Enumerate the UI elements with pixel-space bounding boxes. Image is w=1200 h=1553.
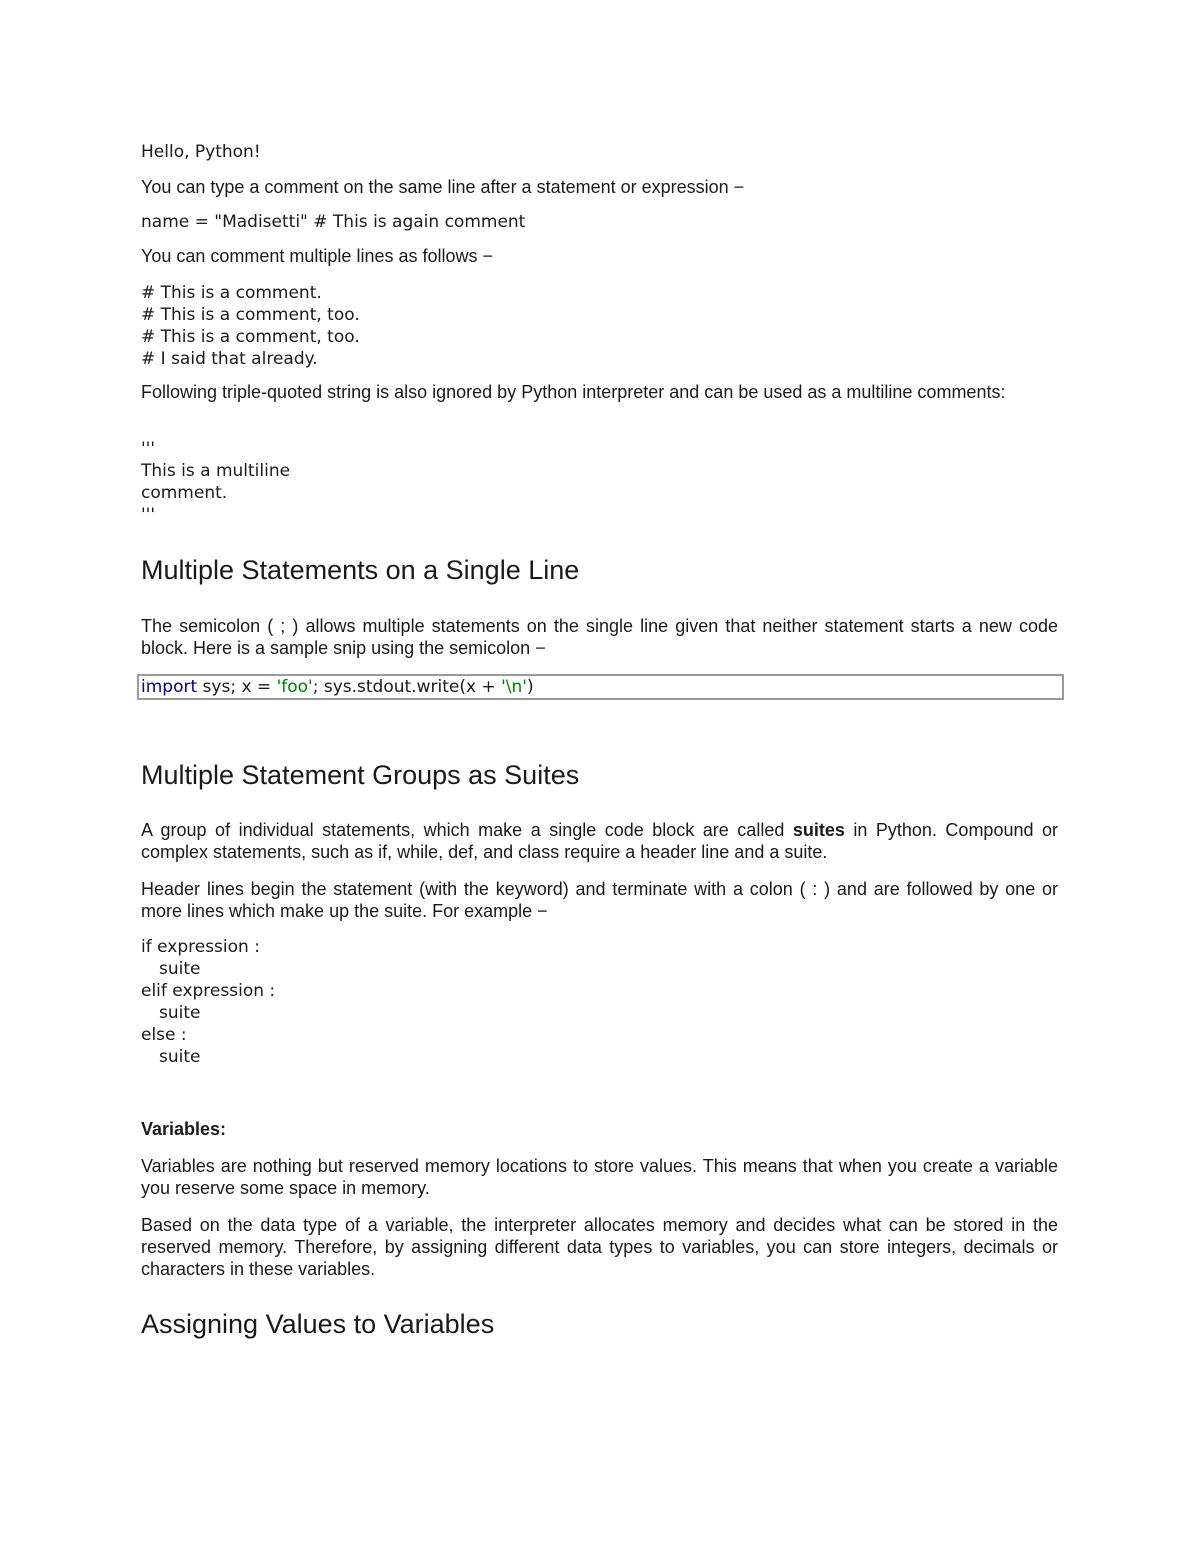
- triple-quote-line: ''': [141, 439, 156, 459]
- variables-label: Variables:: [141, 1119, 227, 1139]
- suite-example-line: else :: [141, 1025, 187, 1045]
- triple-quote-line: ''': [141, 505, 156, 525]
- triple-quote-line: comment.: [141, 483, 228, 503]
- suites-term: suites: [792, 820, 845, 840]
- suite-example-line: suite: [159, 959, 201, 979]
- suite-example-block: [141, 936, 275, 1068]
- code-keyword-import: import: [141, 677, 198, 697]
- comment-lines-block: [141, 282, 360, 370]
- semicolon-code-box: [137, 674, 1064, 700]
- suites-paragraph: [141, 819, 1058, 863]
- code-string: 'foo': [276, 677, 313, 697]
- multi-line-comment-intro: You can comment multiple lines as follows −: [141, 246, 494, 266]
- code-text: sys: [197, 677, 231, 697]
- suites-text-before: A group of individual statements, which make a single code block are called: [141, 820, 793, 840]
- variables-paragraph-1: Variables are nothing but reserved memory locations to store values. This means that when you create a variable you reserve some space in memory.: [141, 1156, 1058, 1198]
- hello-output-line: Hello, Python!: [141, 142, 261, 162]
- variables-paragraph-2: Based on the data type of a variable, the interpreter allocates memory and decides what can be stored in the reserved memory. Therefore, by assigning different data types to variables, you can store integers, decimals or characters in these variables.: [141, 1215, 1058, 1279]
- suite-example-line: suite: [159, 1003, 201, 1023]
- triple-quote-line: This is a multiline: [141, 461, 291, 481]
- triple-quote-intro: Following triple-quoted string is also ignored by Python interpreter and can be used as a multiline comments:: [141, 382, 1006, 402]
- same-line-comment-intro: You can type a comment on the same line after a statement or expression −: [141, 177, 745, 197]
- suite-example-line: elif expression :: [141, 981, 276, 1001]
- heading-assigning-values: Assigning Values to Variables: [141, 1309, 495, 1339]
- comment-line: # This is a comment, too.: [141, 327, 360, 347]
- code-text: ): [526, 677, 534, 697]
- suite-example-line: if expression :: [141, 937, 260, 957]
- comment-line: # This is a comment.: [141, 283, 322, 303]
- comment-line: # I said that already.: [141, 349, 318, 369]
- code-text: ; x =: [230, 677, 277, 697]
- semicolon-paragraph: The semicolon ( ; ) allows multiple statements on the single line given that neither statement starts a new code block. Here is a sample snip using the semicolon −: [141, 616, 1058, 658]
- suite-example-line: suite: [159, 1047, 201, 1067]
- code-text: ; sys.stdout.write(x +: [312, 677, 502, 697]
- header-lines-paragraph: Header lines begin the statement (with the keyword) and terminate with a colon ( : ) and are followed by one or more lines which make up the suite. For example −: [141, 879, 1058, 921]
- suites-text-after: in Python. Compound or complex statements, such as if, while, def, and class require a header line and a suite.: [141, 820, 1058, 862]
- heading-suites: Multiple Statement Groups as Suites: [141, 760, 580, 790]
- same-line-comment-code: name = "Madisetti" # This is again comment: [141, 212, 526, 232]
- comment-line: # This is a comment, too.: [141, 305, 360, 325]
- heading-single-line: Multiple Statements on a Single Line: [141, 555, 580, 585]
- code-string: '\n': [501, 677, 527, 697]
- triple-quote-block: [141, 438, 290, 526]
